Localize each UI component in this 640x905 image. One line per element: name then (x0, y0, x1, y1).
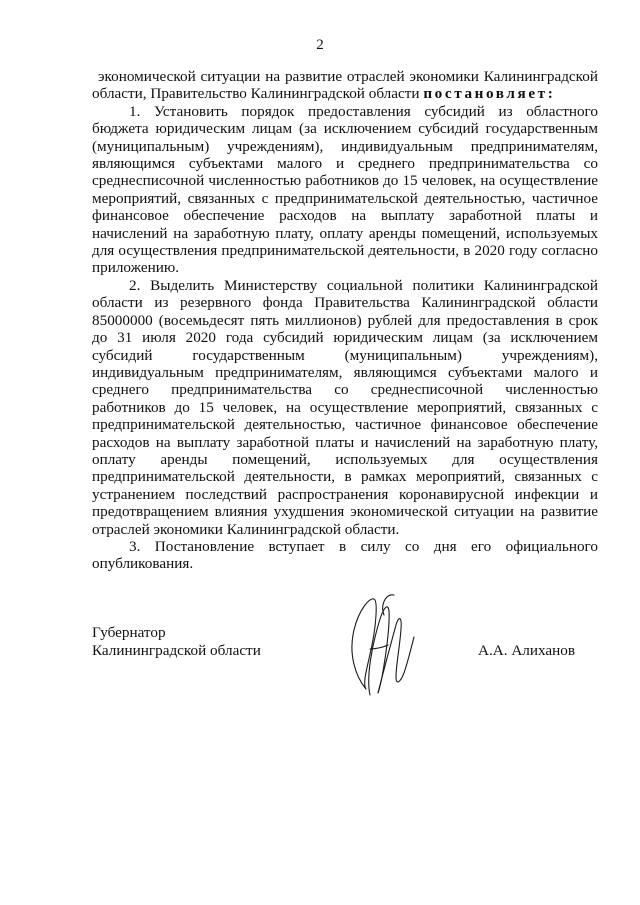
page-number: 2 (316, 37, 324, 53)
handwritten-signature (326, 585, 426, 705)
signer-position-line-2: Калининградской области (92, 642, 261, 659)
document-body (92, 68, 598, 573)
signer-name: А.А. Алиханов (478, 642, 576, 659)
intro-text: экономической ситуации на развитие отраслей экономики Калининградской области, Правительство Калининградской области (92, 68, 598, 103)
clause-1: 1. Установить порядок предоставления субсидий из областного бюджета юридическим лицам (за исключением субсидий государственным (муниципальным) учреждениям), индивидуальным предпринимателям, являющимся субъектами малого и среднего предпринимательства со среднесписочной численностью работников до 15 человек, на осуществление мероприятий, связанных с предпринимательской деятельностью, частичное финансовое обеспечение расходов на выплату заработной платы и начислений на заработную плату, оплату аренды помещений, используемых для осуществления предпринимательской деятельности, в 2020 году согласно приложению. (92, 102, 598, 277)
clause-2: 2. Выделить Министерству социальной политики Калининградской области из резервного фонда Правительства Калининградской области 85000000 (восемьдесят пять миллионов) рублей для предоставления в срок до 31 июля 2020 года субсидий юридическим лицам (за исключением субсидий государственным (муниципальным) учреждениям), индивидуальным предпринимателям, являющимся субъектами малого и среднего предпринимательства со среднесписочной численностью работников до 15 человек, на осуществление мероприятий, связанных с предпринимательской деятельностью, частичное финансовое обеспечение расходов на выплату заработной платы и начислений на заработную плату, оплату аренды помещений, используемых для осуществления предпринимательской деятельности, в рамках мероприятий, связанных с устранением последствий распространения коронавирусной инфекции и предотвращением влияния ухудшения экономической ситуации на развитие отраслей экономики Калининградской области. (92, 276, 598, 538)
resolution-verb: постановляет: (423, 85, 556, 103)
signer-position-line-1: Губернатор (92, 624, 166, 641)
intro-paragraph (92, 68, 598, 103)
signer-position (92, 624, 261, 660)
clause-3: 3. Постановление вступает в силу со дня его официального опубликования. (92, 537, 598, 573)
